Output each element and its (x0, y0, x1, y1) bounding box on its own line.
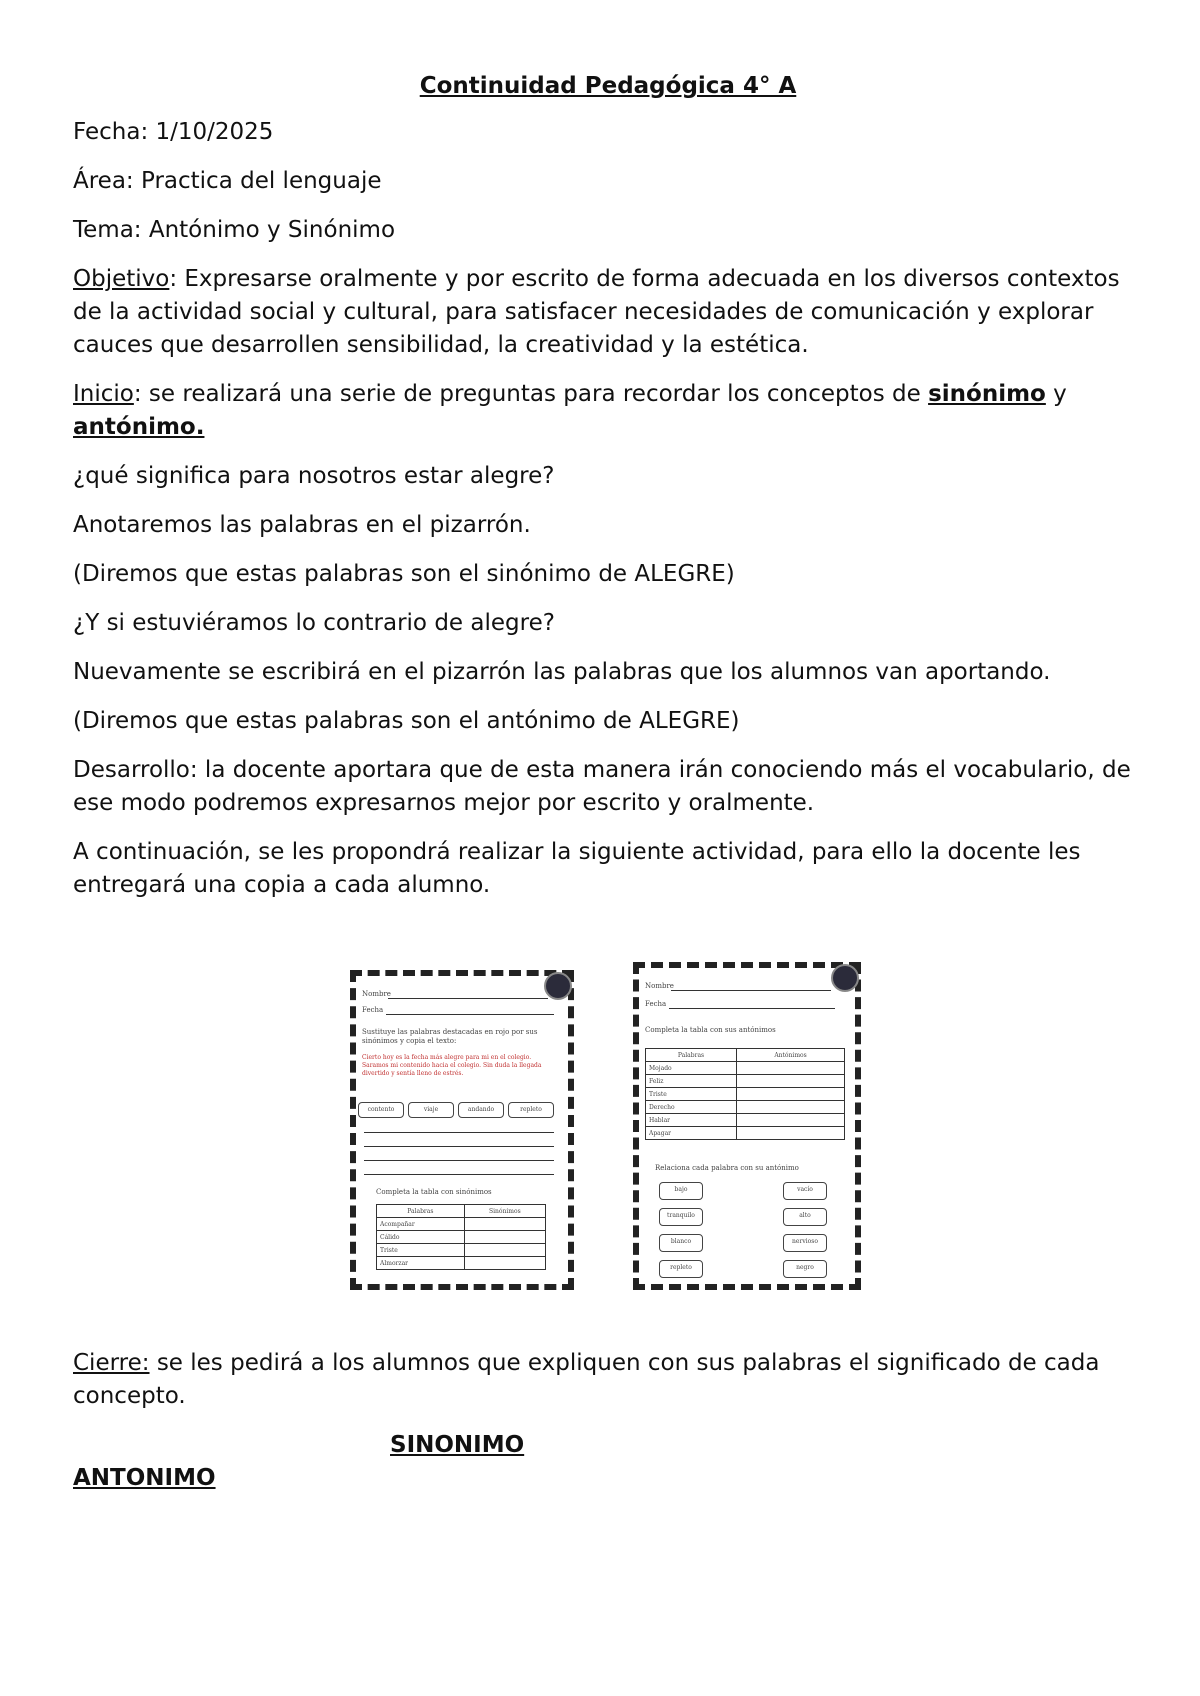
paragraph-4: (Diremos que estas palabras son el antónimo de ALEGRE) (73, 708, 740, 734)
ws2-relate-title: Relaciona cada palabra con su antónimo (655, 1164, 799, 1172)
paragraph-1: Anotaremos las palabras en el pizarrón. (73, 512, 531, 538)
ws1-box-1: contento (358, 1102, 404, 1118)
ws2-left-box-1: bajo (659, 1182, 703, 1200)
worksheet-antonyms-image (633, 962, 861, 1290)
ws1-row-1: Acompañar (377, 1218, 465, 1231)
ws2-table-title: Completa la tabla con sus antónimos (645, 1026, 776, 1034)
cierre-label: Cierre: (73, 1350, 150, 1376)
ws2-right-box-1: vacío (783, 1182, 827, 1200)
ws1-box-2: viaje (408, 1102, 454, 1118)
ws2-left-box-4: repleto (659, 1260, 703, 1278)
ws1-instruction: Sustituye las palabras destacadas en rojo por sus sinónimos y copia el texto: (362, 1028, 538, 1045)
document-page (73, 70, 1133, 1499)
inicio-label: Inicio (73, 381, 134, 407)
fecha-line: Fecha: 1/10/2025 (73, 119, 274, 145)
question-2: ¿Y si estuviéramos lo contrario de alegre? (73, 610, 555, 636)
ws1-synonyms-table (376, 1204, 546, 1270)
paragraph-2: (Diremos que estas palabras son el sinónimo de ALEGRE) (73, 561, 735, 587)
cierre-paragraph (73, 1347, 1133, 1413)
objetivo-paragraph (73, 263, 1133, 362)
tema-line: Tema: Antónimo y Sinónimo (73, 217, 396, 243)
ws1-box-4: repleto (508, 1102, 554, 1118)
continuacion-paragraph: A continuación, se les propondrá realizar la siguiente actividad, para ello la docente les entregará una copia a cada alumno. (73, 839, 1081, 898)
ws2-right-box-4: negro (783, 1260, 827, 1278)
ws1-story: Cierto hoy es la fecha más alegre para mi en el colegio. Saramos mi contenido hacia el colegio. Sin duda la llegada divertido y sentía lleno de estrés. (362, 1054, 542, 1077)
ws2-antonyms-table (645, 1048, 845, 1140)
question-1: ¿qué significa para nosotros estar alegre? (73, 463, 555, 489)
ws1-row-4: Almorzar (377, 1257, 465, 1270)
ws1-nombre-label: Nombre (362, 990, 391, 998)
ws1-row-2: Cálido (377, 1231, 465, 1244)
inicio-text: : se realizará una serie de preguntas para recordar los conceptos de (133, 381, 929, 407)
ws2-row-5: Hablar (646, 1114, 737, 1127)
page-title: Continuidad Pedagógica 4° A (419, 73, 797, 99)
sinonimo-word: sinónimo (928, 381, 1046, 407)
ws1-fecha-label: Fecha (362, 1006, 384, 1014)
antonimo-word: antónimo. (73, 414, 205, 440)
inicio-paragraph (73, 378, 1133, 444)
ws1-header-sinonimos: Sinónimos (464, 1205, 545, 1218)
antonimo-label: ANTONIMO (73, 1465, 216, 1491)
ws2-row-3: Triste (646, 1088, 737, 1101)
ws2-right-box-2: alto (783, 1208, 827, 1226)
ws2-nombre-label: Nombre (645, 982, 674, 990)
ws2-left-box-3: blanco (659, 1234, 703, 1252)
inicio-joiner: y (1045, 381, 1067, 407)
ws2-left-box-2: tranquilo (659, 1208, 703, 1226)
ws2-row-1: Mojado (646, 1062, 737, 1075)
ws1-header-palabras: Palabras (377, 1205, 465, 1218)
logo-badge-icon (544, 972, 572, 1000)
ws2-fecha-label: Fecha (645, 1000, 667, 1008)
ws2-row-2: Feliz (646, 1075, 737, 1088)
ws1-table-title: Completa la tabla con sinónimos (376, 1188, 492, 1196)
worksheet-images (73, 962, 1133, 1292)
objetivo-label: Objetivo (73, 266, 170, 292)
ws2-header-antonimos: Antónimos (737, 1049, 845, 1062)
ws2-right-box-3: nervioso (783, 1234, 827, 1252)
worksheet-synonyms-image (350, 970, 574, 1290)
concept-labels (73, 1429, 1133, 1499)
ws1-box-3: andando (458, 1102, 504, 1118)
desarrollo-paragraph: Desarrollo: la docente aportara que de esta manera irán conociendo más el vocabulario, de ese modo podremos expresarnos mejor por escrito y oralmente. (73, 757, 1131, 816)
paragraph-3: Nuevamente se escribirá en el pizarrón las palabras que los alumnos van aportando. (73, 659, 1051, 685)
cierre-text: se les pedirá a los alumnos que expliquen con sus palabras el significado de cada concepto. (73, 1350, 1100, 1409)
ws2-row-6: Apagar (646, 1127, 737, 1140)
logo-badge-icon (831, 964, 859, 992)
ws1-row-3: Triste (377, 1244, 465, 1257)
area-line: Área: Practica del lenguaje (73, 168, 382, 194)
ws2-header-palabras: Palabras (646, 1049, 737, 1062)
objetivo-text: : Expresarse oralmente y por escrito de forma adecuada en los diversos contextos de la actividad social y cultural, para satisfacer necesidades de comunicación y explorar cauces que desarrollen sensibilidad, la creatividad y la estética. (73, 266, 1120, 358)
ws2-row-4: Derecho (646, 1101, 737, 1114)
sinonimo-label: SINONIMO (390, 1432, 525, 1458)
